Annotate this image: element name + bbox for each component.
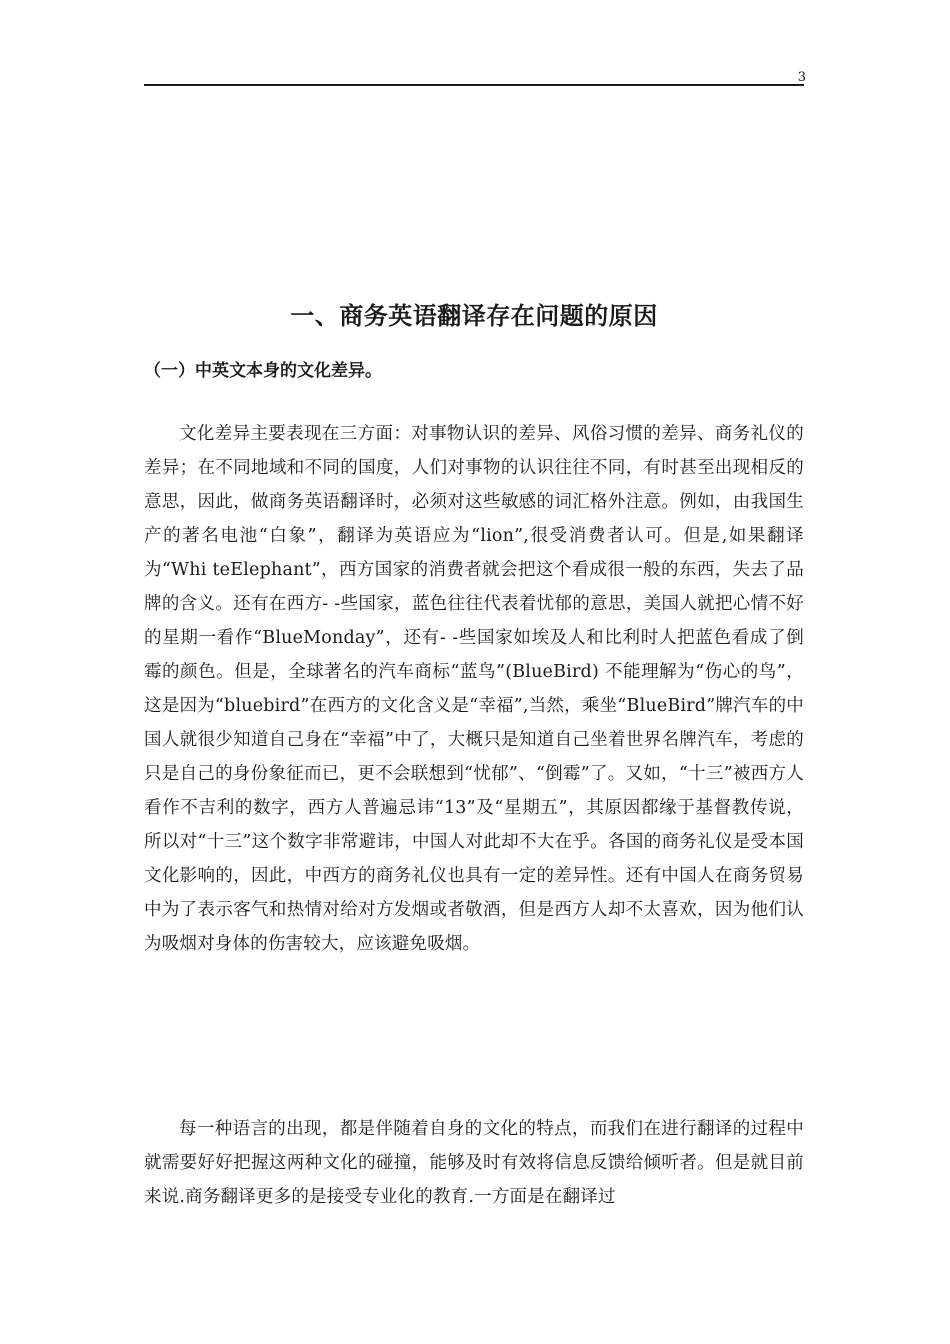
page-number: 3 — [797, 70, 806, 85]
body-paragraph: 文化差异主要表现在三方面：对事物认识的差异、风俗习惯的差异、商务礼仪的差异；在不同地域和不同的国度，人们对事物的认识往往不同，有时甚至出现相反的意思，因此，做商务英语翻译时，必须对这些敏感的词汇格外注意。例如，由我国生产的著名电池“白象”，翻译为英语应为“lion”,很受消费者认可。但是,如果翻译为“Whi teElephant”，西方国家的消费者就会把这个看成很一般的东西，失去了品牌的含义。还有在西方- -些国家，蓝色往往代表着忧郁的意思，美国人就把心情不好的星期一看作“BlueMonday”，还有- -些国家如埃及人和比利时人把蓝色看成了倒霉的颜色。但是，全球著名的汽车商标“蓝鸟”(BlueBird) 不能理解为“伤心的鸟”，这是因为“bluebird”在西方的文化含义是“幸福”,当然，乘坐“BlueBird”牌汽车的中国人就很少知道自己身在“幸福”中了，大概只是知道自己坐着世界名牌汽车，考虑的只是自己的身份象征而已，更不会联想到“忧郁”、“倒霉”了。又如，“十三”被西方人看作不吉利的数字，西方人普遍忌讳“13”及“星期五”，其原因都缘于基督教传说，所以对“十三”这个数字非常避讳，中国人对此却不大在乎。各国的商务礼仪是受本国文化影响的，因此，中西方的商务礼仪也具有一定的差异性。还有中国人在商务贸易中为了表示客气和热情对给对方发烟或者敬酒，但是西方人却不太喜欢，因为他们认为吸烟对身体的伤害较大，应该避免吸烟。 — [144, 424, 804, 954]
body-paragraph: 每一种语言的出现，都是伴随着自身的文化的特点，而我们在进行翻译的过程中就需要好好把握这两种文化的碰撞，能够及时有效将信息反馈给倾听者。但是就目前来说.商务翻译更多的是接受专业化的教育.一方面是在翻译过 — [144, 1119, 804, 1207]
header-rule — [144, 84, 804, 86]
chapter-title: 一、商务英语翻译存在问题的原因 — [290, 301, 658, 330]
section-heading: （一）中英文本身的文化差异。 — [144, 361, 382, 381]
